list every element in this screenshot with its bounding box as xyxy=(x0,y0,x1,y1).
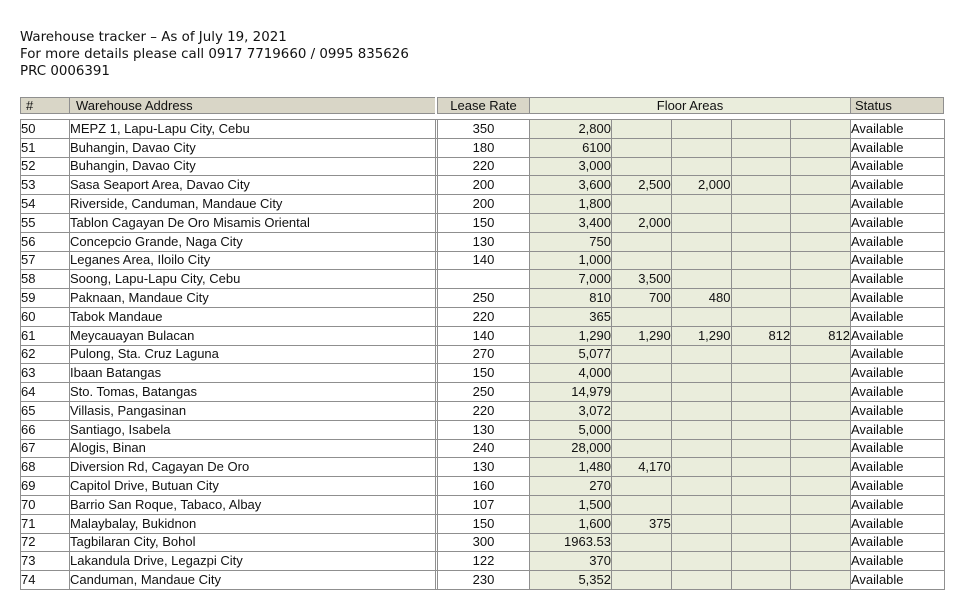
floor-area-2 xyxy=(612,571,672,590)
floor-area-5 xyxy=(791,251,851,270)
warehouse-address: Pulong, Sta. Cruz Laguna xyxy=(70,345,436,364)
floor-area-2 xyxy=(612,420,672,439)
warehouse-address: Lakandula Drive, Legazpi City xyxy=(70,552,436,571)
warehouse-address: Meycauayan Bulacan xyxy=(70,326,436,345)
floor-area-1: 1,290 xyxy=(530,326,612,345)
warehouse-table xyxy=(20,119,945,590)
row-number: 52 xyxy=(21,157,70,176)
floor-area-5 xyxy=(791,270,851,289)
table-row xyxy=(21,439,945,458)
floor-area-5 xyxy=(791,571,851,590)
row-number: 58 xyxy=(21,270,70,289)
floor-area-5 xyxy=(791,401,851,420)
table-row xyxy=(21,495,945,514)
floor-area-5 xyxy=(791,364,851,383)
floor-area-2 xyxy=(612,533,672,552)
table-row xyxy=(21,383,945,402)
floor-area-2 xyxy=(612,195,672,214)
floor-area-5 xyxy=(791,120,851,139)
floor-area-5 xyxy=(791,458,851,477)
table-row xyxy=(21,326,945,345)
table-row xyxy=(21,251,945,270)
floor-area-4 xyxy=(731,345,791,364)
warehouse-address: Sasa Seaport Area, Davao City xyxy=(70,176,436,195)
table-row xyxy=(21,232,945,251)
floor-area-1: 810 xyxy=(530,289,612,308)
lease-rate: 250 xyxy=(438,383,530,402)
floor-area-2: 3,500 xyxy=(612,270,672,289)
floor-area-1: 14,979 xyxy=(530,383,612,402)
floor-area-5 xyxy=(791,307,851,326)
floor-area-1: 365 xyxy=(530,307,612,326)
row-number: 61 xyxy=(21,326,70,345)
floor-area-3 xyxy=(671,157,731,176)
status-cell: Available xyxy=(851,345,945,364)
floor-area-3 xyxy=(671,251,731,270)
floor-area-3 xyxy=(671,495,731,514)
row-number: 62 xyxy=(21,345,70,364)
lease-rate: 200 xyxy=(438,176,530,195)
status-cell: Available xyxy=(851,157,945,176)
floor-area-5 xyxy=(791,289,851,308)
floor-area-3 xyxy=(671,364,731,383)
floor-area-4 xyxy=(731,533,791,552)
floor-area-2 xyxy=(612,138,672,157)
floor-area-2 xyxy=(612,383,672,402)
table-row xyxy=(21,307,945,326)
lease-rate: 180 xyxy=(438,138,530,157)
table-row xyxy=(21,195,945,214)
floor-area-1: 28,000 xyxy=(530,439,612,458)
floor-area-4 xyxy=(731,401,791,420)
floor-area-1: 1,000 xyxy=(530,251,612,270)
floor-area-1: 3,400 xyxy=(530,213,612,232)
status-cell: Available xyxy=(851,439,945,458)
lease-rate: 107 xyxy=(438,495,530,514)
floor-area-5 xyxy=(791,495,851,514)
row-number: 64 xyxy=(21,383,70,402)
warehouse-address: Ibaan Batangas xyxy=(70,364,436,383)
floor-area-5 xyxy=(791,439,851,458)
floor-area-5: 812 xyxy=(791,326,851,345)
floor-area-4 xyxy=(731,420,791,439)
table-row xyxy=(21,138,945,157)
status-cell: Available xyxy=(851,120,945,139)
floor-area-4 xyxy=(731,157,791,176)
lease-rate: 230 xyxy=(438,571,530,590)
floor-area-1: 3,600 xyxy=(530,176,612,195)
floor-area-4: 812 xyxy=(731,326,791,345)
row-number: 74 xyxy=(21,571,70,590)
floor-area-5 xyxy=(791,138,851,157)
floor-area-4 xyxy=(731,120,791,139)
floor-area-2: 2,000 xyxy=(612,213,672,232)
floor-area-3 xyxy=(671,195,731,214)
floor-area-2 xyxy=(612,401,672,420)
warehouse-address: Riverside, Canduman, Mandaue City xyxy=(70,195,436,214)
floor-area-4 xyxy=(731,364,791,383)
row-number: 63 xyxy=(21,364,70,383)
table-row xyxy=(21,270,945,289)
floor-area-4 xyxy=(731,270,791,289)
floor-area-5 xyxy=(791,514,851,533)
lease-rate: 240 xyxy=(438,439,530,458)
floor-area-3 xyxy=(671,514,731,533)
floor-area-2: 1,290 xyxy=(612,326,672,345)
table-row xyxy=(21,364,945,383)
floor-area-1: 3,072 xyxy=(530,401,612,420)
warehouse-table-body xyxy=(21,120,945,590)
status-cell: Available xyxy=(851,495,945,514)
floor-area-1: 1,500 xyxy=(530,495,612,514)
floor-area-1: 2,800 xyxy=(530,120,612,139)
floor-area-3 xyxy=(671,120,731,139)
floor-area-5 xyxy=(791,195,851,214)
warehouse-address: Tagbilaran City, Bohol xyxy=(70,533,436,552)
warehouse-address: Malaybalay, Bukidnon xyxy=(70,514,436,533)
column-header-address: Warehouse Address xyxy=(69,97,435,114)
floor-area-4 xyxy=(731,458,791,477)
lease-rate: 220 xyxy=(438,307,530,326)
warehouse-address: Canduman, Mandaue City xyxy=(70,571,436,590)
table-row xyxy=(21,477,945,496)
lease-rate: 300 xyxy=(438,533,530,552)
status-cell: Available xyxy=(851,401,945,420)
floor-area-2: 4,170 xyxy=(612,458,672,477)
lease-rate: 270 xyxy=(438,345,530,364)
table-row xyxy=(21,213,945,232)
lease-rate: 130 xyxy=(438,232,530,251)
row-number: 60 xyxy=(21,307,70,326)
floor-area-2 xyxy=(612,157,672,176)
warehouse-address: Tabok Mandaue xyxy=(70,307,436,326)
status-cell: Available xyxy=(851,326,945,345)
warehouse-address: Concepcio Grande, Naga City xyxy=(70,232,436,251)
table-row xyxy=(21,571,945,590)
row-number: 68 xyxy=(21,458,70,477)
column-header-floor-areas: Floor Areas xyxy=(529,97,850,114)
floor-area-2: 700 xyxy=(612,289,672,308)
floor-area-3 xyxy=(671,307,731,326)
column-header-number: # xyxy=(20,97,69,114)
status-cell: Available xyxy=(851,420,945,439)
floor-area-1: 5,077 xyxy=(530,345,612,364)
contact-line: For more details please call 0917 7719660 / 0995 835626 xyxy=(20,47,409,63)
document-header xyxy=(20,29,409,81)
column-header-status: Status xyxy=(850,97,944,114)
floor-area-3: 480 xyxy=(671,289,731,308)
floor-area-1: 1,600 xyxy=(530,514,612,533)
floor-area-2 xyxy=(612,552,672,571)
status-cell: Available xyxy=(851,138,945,157)
floor-area-2: 2,500 xyxy=(612,176,672,195)
status-cell: Available xyxy=(851,533,945,552)
floor-area-3 xyxy=(671,401,731,420)
lease-rate: 160 xyxy=(438,477,530,496)
lease-rate: 130 xyxy=(438,420,530,439)
warehouse-address: Buhangin, Davao City xyxy=(70,138,436,157)
floor-area-5 xyxy=(791,213,851,232)
floor-area-2 xyxy=(612,477,672,496)
floor-area-4 xyxy=(731,195,791,214)
lease-rate: 140 xyxy=(438,326,530,345)
status-cell: Available xyxy=(851,307,945,326)
floor-area-1: 750 xyxy=(530,232,612,251)
row-number: 53 xyxy=(21,176,70,195)
table-row xyxy=(21,120,945,139)
status-cell: Available xyxy=(851,571,945,590)
floor-area-3 xyxy=(671,270,731,289)
warehouse-address: Alogis, Binan xyxy=(70,439,436,458)
floor-area-5 xyxy=(791,345,851,364)
warehouse-address: Capitol Drive, Butuan City xyxy=(70,477,436,496)
status-cell: Available xyxy=(851,270,945,289)
floor-area-5 xyxy=(791,157,851,176)
row-number: 70 xyxy=(21,495,70,514)
floor-area-1: 1963.53 xyxy=(530,533,612,552)
floor-area-4 xyxy=(731,232,791,251)
row-number: 51 xyxy=(21,138,70,157)
status-cell: Available xyxy=(851,195,945,214)
floor-area-3 xyxy=(671,420,731,439)
table-row xyxy=(21,176,945,195)
lease-rate: 130 xyxy=(438,458,530,477)
status-cell: Available xyxy=(851,251,945,270)
floor-area-1: 3,000 xyxy=(530,157,612,176)
warehouse-address: Villasis, Pangasinan xyxy=(70,401,436,420)
row-number: 66 xyxy=(21,420,70,439)
floor-area-4 xyxy=(731,176,791,195)
floor-area-3: 2,000 xyxy=(671,176,731,195)
row-number: 59 xyxy=(21,289,70,308)
license-number: PRC 0006391 xyxy=(20,64,110,80)
lease-rate: 150 xyxy=(438,514,530,533)
lease-rate: 150 xyxy=(438,364,530,383)
status-cell: Available xyxy=(851,552,945,571)
floor-area-1: 7,000 xyxy=(530,270,612,289)
floor-area-1: 6100 xyxy=(530,138,612,157)
floor-area-5 xyxy=(791,176,851,195)
table-row xyxy=(21,514,945,533)
lease-rate: 140 xyxy=(438,251,530,270)
table-row xyxy=(21,157,945,176)
row-number: 73 xyxy=(21,552,70,571)
floor-area-5 xyxy=(791,533,851,552)
status-cell: Available xyxy=(851,514,945,533)
table-row xyxy=(21,533,945,552)
floor-area-4 xyxy=(731,383,791,402)
floor-area-1: 1,800 xyxy=(530,195,612,214)
floor-area-2 xyxy=(612,120,672,139)
floor-area-5 xyxy=(791,552,851,571)
status-cell: Available xyxy=(851,477,945,496)
floor-area-4 xyxy=(731,477,791,496)
warehouse-address: Tablon Cagayan De Oro Misamis Oriental xyxy=(70,213,436,232)
floor-area-2 xyxy=(612,232,672,251)
lease-rate: 220 xyxy=(438,157,530,176)
floor-area-4 xyxy=(731,495,791,514)
table-row xyxy=(21,401,945,420)
table-row xyxy=(21,420,945,439)
floor-area-5 xyxy=(791,383,851,402)
floor-area-3 xyxy=(671,383,731,402)
floor-area-3 xyxy=(671,213,731,232)
floor-area-4 xyxy=(731,307,791,326)
floor-area-3 xyxy=(671,533,731,552)
warehouse-address: Diversion Rd, Cagayan De Oro xyxy=(70,458,436,477)
floor-area-2: 375 xyxy=(612,514,672,533)
floor-area-3 xyxy=(671,138,731,157)
warehouse-address: Sto. Tomas, Batangas xyxy=(70,383,436,402)
floor-area-3 xyxy=(671,232,731,251)
row-number: 57 xyxy=(21,251,70,270)
floor-area-3: 1,290 xyxy=(671,326,731,345)
floor-area-3 xyxy=(671,439,731,458)
lease-rate: 220 xyxy=(438,401,530,420)
row-number: 56 xyxy=(21,232,70,251)
floor-area-1: 4,000 xyxy=(530,364,612,383)
status-cell: Available xyxy=(851,176,945,195)
floor-area-5 xyxy=(791,477,851,496)
floor-area-2 xyxy=(612,345,672,364)
row-number: 71 xyxy=(21,514,70,533)
lease-rate: 350 xyxy=(438,120,530,139)
warehouse-address: Soong, Lapu-Lapu City, Cebu xyxy=(70,270,436,289)
floor-area-4 xyxy=(731,251,791,270)
floor-area-1: 270 xyxy=(530,477,612,496)
row-number: 67 xyxy=(21,439,70,458)
floor-area-4 xyxy=(731,552,791,571)
floor-area-1: 5,352 xyxy=(530,571,612,590)
column-header-lease-rate: Lease Rate xyxy=(437,97,529,114)
document-title: Warehouse tracker – As of July 19, 2021 xyxy=(20,30,287,45)
lease-rate: 200 xyxy=(438,195,530,214)
table-row xyxy=(21,345,945,364)
floor-area-4 xyxy=(731,571,791,590)
warehouse-address: MEPZ 1, Lapu-Lapu City, Cebu xyxy=(70,120,436,139)
lease-rate: 150 xyxy=(438,213,530,232)
table-row xyxy=(21,552,945,571)
status-cell: Available xyxy=(851,458,945,477)
row-number: 50 xyxy=(21,120,70,139)
warehouse-address: Buhangin, Davao City xyxy=(70,157,436,176)
status-cell: Available xyxy=(851,383,945,402)
floor-area-5 xyxy=(791,420,851,439)
floor-area-3 xyxy=(671,571,731,590)
row-number: 69 xyxy=(21,477,70,496)
floor-area-2 xyxy=(612,364,672,383)
warehouse-address: Santiago, Isabela xyxy=(70,420,436,439)
row-number: 55 xyxy=(21,213,70,232)
floor-area-1: 1,480 xyxy=(530,458,612,477)
status-cell: Available xyxy=(851,213,945,232)
status-cell: Available xyxy=(851,232,945,251)
floor-area-3 xyxy=(671,345,731,364)
lease-rate: 250 xyxy=(438,289,530,308)
floor-area-4 xyxy=(731,213,791,232)
floor-area-2 xyxy=(612,439,672,458)
table-row xyxy=(21,458,945,477)
row-number: 72 xyxy=(21,533,70,552)
table-row xyxy=(21,289,945,308)
floor-area-2 xyxy=(612,307,672,326)
floor-area-2 xyxy=(612,495,672,514)
status-cell: Available xyxy=(851,289,945,308)
warehouse-address: Leganes Area, Iloilo City xyxy=(70,251,436,270)
row-number: 65 xyxy=(21,401,70,420)
floor-area-3 xyxy=(671,458,731,477)
floor-area-1: 370 xyxy=(530,552,612,571)
floor-area-3 xyxy=(671,477,731,496)
floor-area-4 xyxy=(731,439,791,458)
lease-rate: 122 xyxy=(438,552,530,571)
floor-area-2 xyxy=(612,251,672,270)
lease-rate xyxy=(438,270,530,289)
floor-area-5 xyxy=(791,232,851,251)
status-cell: Available xyxy=(851,364,945,383)
floor-area-4 xyxy=(731,514,791,533)
floor-area-4 xyxy=(731,138,791,157)
floor-area-1: 5,000 xyxy=(530,420,612,439)
floor-area-3 xyxy=(671,552,731,571)
warehouse-address: Paknaan, Mandaue City xyxy=(70,289,436,308)
floor-area-4 xyxy=(731,289,791,308)
row-number: 54 xyxy=(21,195,70,214)
warehouse-address: Barrio San Roque, Tabaco, Albay xyxy=(70,495,436,514)
